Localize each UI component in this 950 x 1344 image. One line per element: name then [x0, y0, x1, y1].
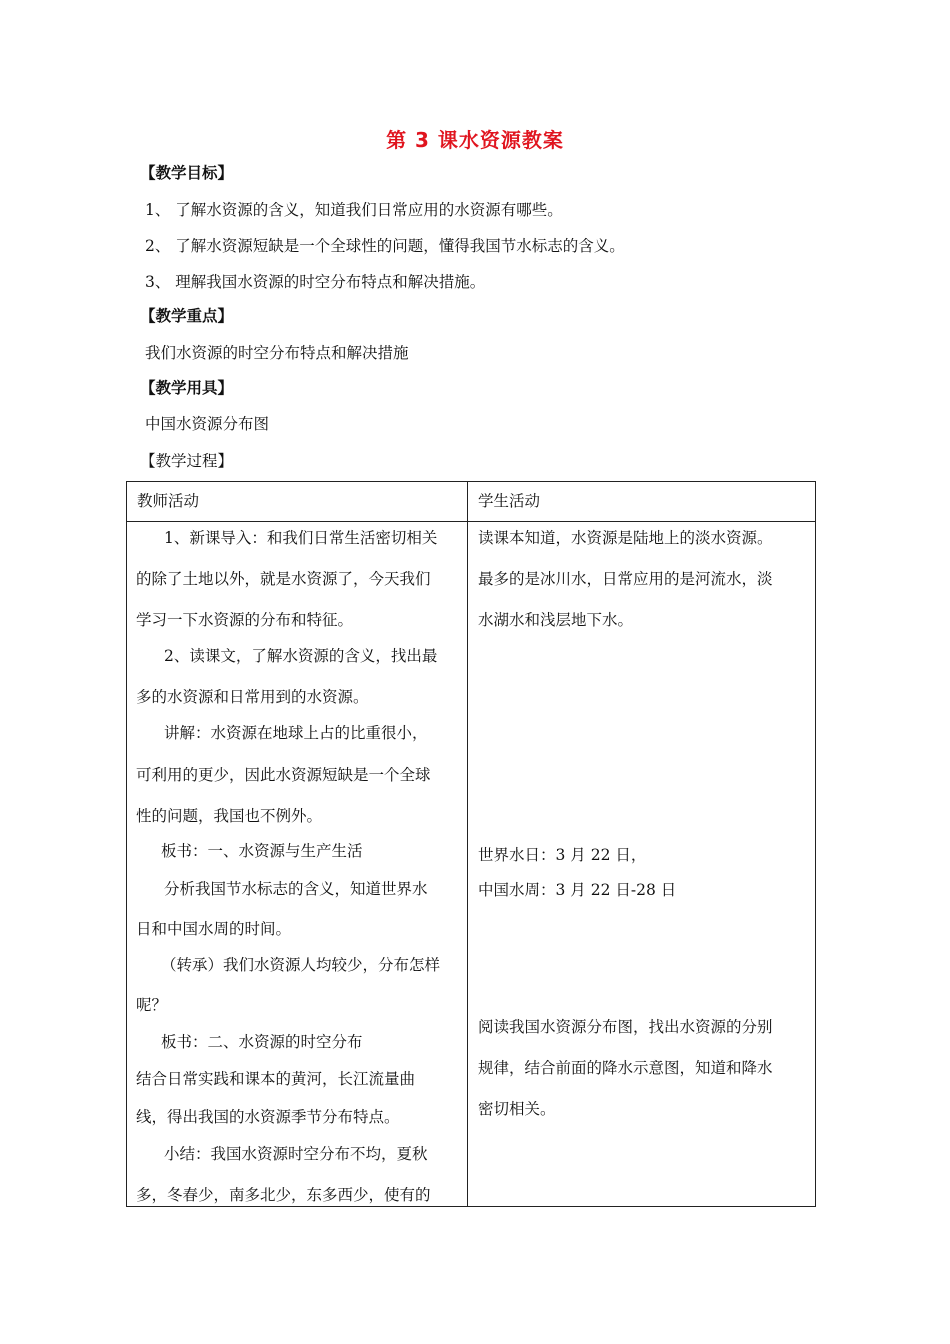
key-points-text: 我们水资源的时空分布特点和解决措施	[145, 344, 409, 362]
teacher-line: 小结：我国水资源时空分布不均，夏秋	[164, 1145, 428, 1163]
student-line: 世界水日：3 月 22 日，	[478, 846, 647, 864]
student-column-header: 学生活动	[478, 492, 541, 510]
objective-item-1: 1、 了解水资源的含义，知道我们日常应用的水资源有哪些。	[145, 201, 563, 219]
student-line: 密切相关。	[478, 1100, 556, 1118]
tools-heading: 【教学用具】	[140, 379, 234, 397]
student-line: 读课本知道，水资源是陆地上的淡水资源。	[478, 529, 773, 547]
teacher-line: 讲解：水资源在地球上占的比重很小，	[164, 724, 428, 742]
process-heading: 【教学过程】	[140, 452, 234, 470]
teacher-line: 板书：二、水资源的时空分布	[161, 1033, 363, 1051]
teacher-line: 结合日常实践和课本的黄河，长江流量曲	[136, 1070, 416, 1088]
student-line: 水湖水和浅层地下水。	[478, 611, 634, 629]
teacher-line: 板书：一、水资源与生产生活	[161, 842, 363, 860]
document-title: 第 3 课水资源教案	[386, 128, 564, 152]
objectives-heading: 【教学目标】	[140, 164, 234, 182]
student-line: 阅读我国水资源分布图，找出水资源的分别	[478, 1018, 773, 1036]
objective-item-2: 2、 了解水资源短缺是一个全球性的问题，懂得我国节水标志的含义。	[145, 237, 625, 255]
student-line: 规律，结合前面的降水示意图，知道和降水	[478, 1059, 773, 1077]
column-divider	[467, 482, 468, 1206]
teacher-line: 多，冬春少，南多北少，东多西少，使有的	[136, 1186, 431, 1204]
teacher-column-header: 教师活动	[137, 492, 200, 510]
teacher-line: 多的水资源和日常用到的水资源。	[136, 688, 369, 706]
key-points-heading: 【教学重点】	[140, 307, 234, 325]
teacher-line: 可利用的更少，因此水资源短缺是一个全球	[136, 766, 431, 784]
teacher-line: （转承）我们水资源人均较少，分布怎样	[161, 956, 441, 974]
tools-text: 中国水资源分布图	[145, 415, 270, 433]
teacher-line: 呢？	[136, 996, 168, 1014]
teacher-line: 日和中国水周的时间。	[136, 920, 292, 938]
student-line: 最多的是冰川水，日常应用的是河流水，淡	[478, 570, 773, 588]
header-divider	[127, 521, 815, 522]
process-table	[126, 481, 816, 1207]
teacher-line: 线，得出我国的水资源季节分布特点。	[136, 1108, 400, 1126]
teacher-line: 学习一下水资源的分布和特征。	[136, 611, 354, 629]
teacher-line: 的除了土地以外，就是水资源了，今天我们	[136, 570, 431, 588]
teacher-line: 2、读课文，了解水资源的含义，找出最	[164, 647, 438, 665]
teacher-line: 1、新课导入：和我们日常生活密切相关	[164, 529, 438, 547]
objective-item-3: 3、 理解我国水资源的时空分布特点和解决措施。	[145, 273, 486, 291]
student-line: 中国水周：3 月 22 日-28 日	[478, 881, 677, 899]
teacher-line: 性的问题，我国也不例外。	[136, 807, 323, 825]
teacher-line: 分析我国节水标志的含义，知道世界水	[164, 880, 428, 898]
